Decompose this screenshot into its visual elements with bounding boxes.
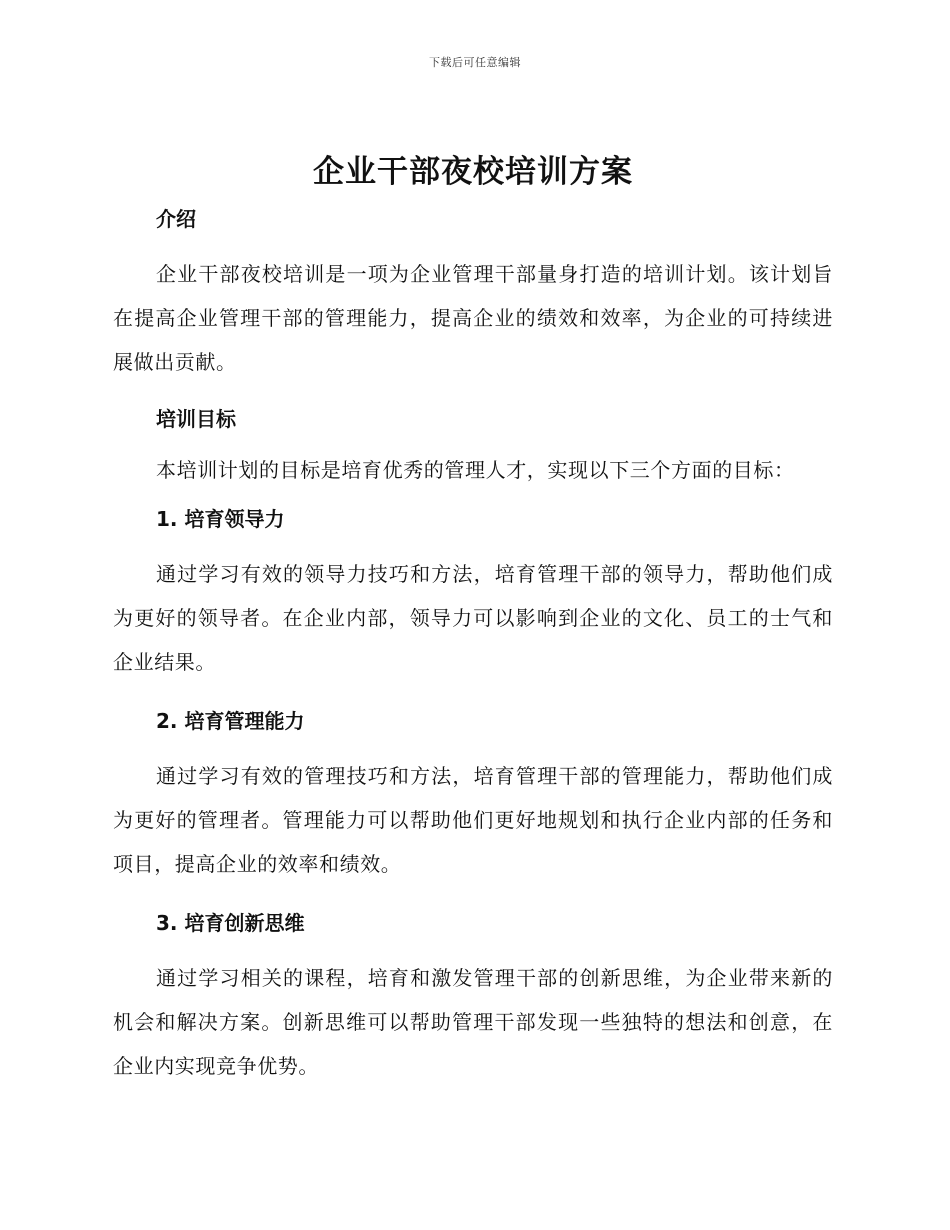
document-title: 企业干部夜校培训方案 xyxy=(313,154,633,190)
section-heading-goal-3: 3. 培育创新思维 xyxy=(156,911,305,935)
paragraph-goal-2: 通过学习有效的管理技巧和方法，培育管理干部的管理能力，帮助他们成为更好的管理者。管理能力可以帮助他们更好地规划和执行企业内部的任务和项目，提高企业的效率和绩效。 xyxy=(113,764,833,876)
section-heading-goal-1: 1. 培育领导力 xyxy=(156,507,285,531)
section-heading-goal-2: 2. 培育管理能力 xyxy=(156,709,305,733)
paragraph-goal-1: 通过学习有效的领导力技巧和方法，培育管理干部的领导力，帮助他们成为更好的领导者。在企业内部，领导力可以影响到企业的文化、员工的士气和企业结果。 xyxy=(113,562,833,674)
section-heading-intro: 介绍 xyxy=(156,207,196,231)
paragraph-goals: 本培训计划的目标是培育优秀的管理人才，实现以下三个方面的目标： xyxy=(156,458,795,482)
paragraph-goal-3: 通过学习相关的课程，培育和激发管理干部的创新思维，为企业带来新的机会和解决方案。创新思维可以帮助管理干部发现一些独特的想法和创意，在企业内实现竞争优势。 xyxy=(113,966,833,1078)
paragraph-intro: 企业干部夜校培训是一项为企业管理干部量身打造的培训计划。该计划旨在提高企业管理干部的管理能力，提高企业的绩效和效率，为企业的可持续进展做出贡献。 xyxy=(113,262,833,374)
document-body xyxy=(113,148,833,1088)
section-heading-goals: 培训目标 xyxy=(156,407,236,431)
page-header-note: 下载后可任意编辑 xyxy=(429,56,521,69)
